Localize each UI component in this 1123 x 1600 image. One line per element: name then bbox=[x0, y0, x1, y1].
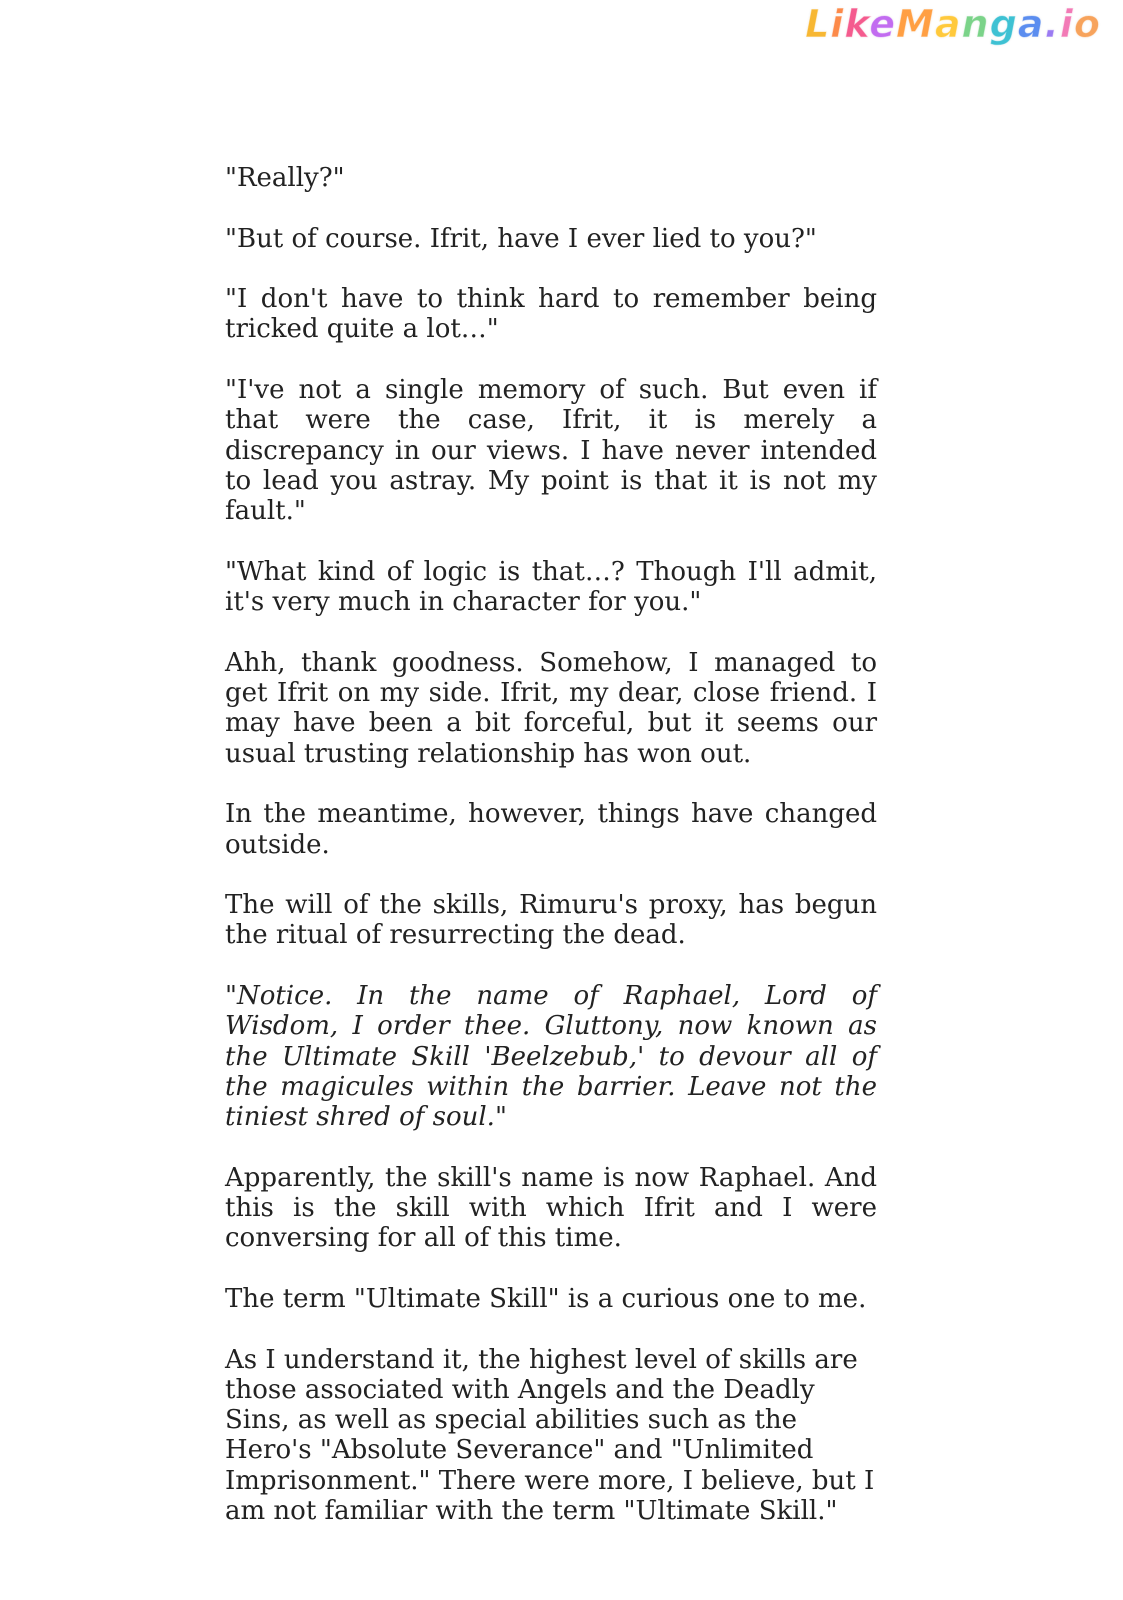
paragraph-ultimate-skill-term: The term "Ultimate Skill" is a curious one to me. bbox=[225, 1283, 867, 1314]
watermark-letter: L bbox=[805, 2, 831, 46]
watermark-letter: e bbox=[869, 2, 897, 46]
watermark-letter: . bbox=[1044, 2, 1060, 46]
paragraph-logic: "What kind of logic is that…? Though I'll admit, it's very much in character for you." bbox=[225, 556, 877, 618]
watermark-letter: a bbox=[934, 2, 962, 46]
watermark-letter: g bbox=[989, 2, 1018, 46]
paragraph-highest-level-skills: As I understand it, the highest level of skills are those associated with Angels and the Deadly Sins, as well as special abilities such as the Hero's "Absolute Severance" and "Unlimited Imprisonment." There were more, I believe, but I am not familiar with the term "Ultimate Skill." bbox=[225, 1344, 875, 1527]
watermark-letter: M bbox=[896, 2, 935, 46]
watermark-letter: i bbox=[1059, 2, 1074, 46]
watermark-letter: o bbox=[1073, 2, 1101, 46]
paragraph-raphael-notice: "Notice. In the name of Raphael, Lord of Wisdom, I order thee. Gluttony, now known as the Ultimate Skill 'Beelzebub,' to devour all of the magicules within the barrier. Leave not the tiniest shred of soul." bbox=[225, 981, 877, 1133]
novel-page-text bbox=[225, 163, 877, 1557]
site-watermark-logo bbox=[805, 2, 1101, 46]
paragraph-raphael-name: Apparently, the skill's name is now Raphael. And this is the skill with which Ifrit and I were conversing for all of this time. bbox=[225, 1162, 877, 1254]
paragraph-thank-goodness: Ahh, thank goodness. Somehow, I managed to get Ifrit on my side. Ifrit, my dear, close friend. I may have been a bit forceful, but it seems our usual trusting relationship has won out. bbox=[225, 647, 877, 769]
paragraph-lied-to-you: "But of course. Ifrit, have I ever lied to you?" bbox=[225, 223, 817, 254]
paragraph-meantime: In the meantime, however, things have changed outside. bbox=[225, 799, 877, 860]
watermark-letter: i bbox=[830, 2, 845, 46]
paragraph-not-my-fault: "I've not a single memory of such. But even if that were the case, Ifrit, it is merely a discrepancy in our views. I have never intended to lead you astray. My point is that it is not my fault." bbox=[225, 375, 877, 527]
paragraph-really: "Really?" bbox=[225, 163, 345, 193]
watermark-letter: a bbox=[1017, 2, 1045, 46]
watermark-letter: k bbox=[844, 2, 870, 46]
watermark-letter: n bbox=[961, 2, 990, 46]
paragraph-tricked: "I don't have to think hard to remember being tricked quite a lot…" bbox=[225, 284, 877, 345]
paragraph-will-of-skills: The will of the skills, Rimuru's proxy, has begun the ritual of resurrecting the dead. bbox=[225, 890, 877, 951]
